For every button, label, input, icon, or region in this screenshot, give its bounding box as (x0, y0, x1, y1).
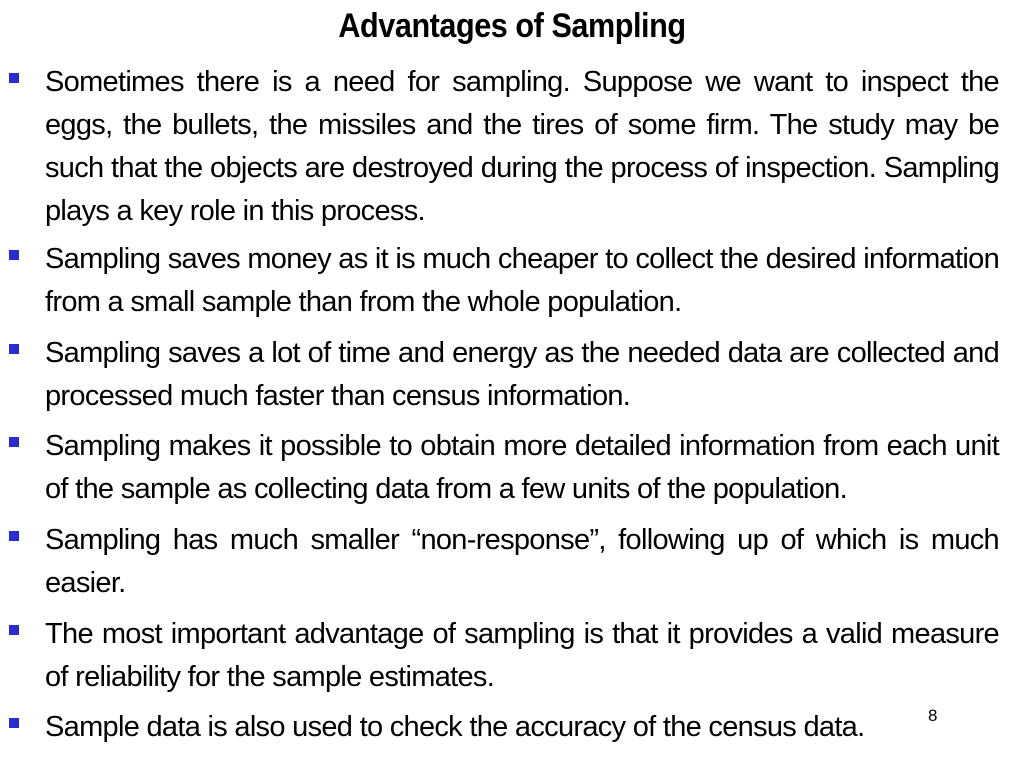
square-bullet-icon (9, 531, 19, 541)
slide-title: Advantages of Sampling (338, 7, 686, 45)
square-bullet-icon (9, 344, 19, 354)
bullet-text: Sampling saves money as it is much cheaper to collect the desired information from a small sample than from the whole population. (45, 243, 999, 318)
bullet-text: The most important advantage of sampling is that it provides a valid measure of reliability for the sample estimates. (45, 618, 999, 693)
square-bullet-icon (9, 73, 19, 83)
square-bullet-icon (9, 625, 19, 635)
bullet-text: Sample data is also used to check the accuracy of the census data. (45, 711, 865, 743)
page-number: 8 (928, 706, 938, 725)
bullet-text: Sampling makes it possible to obtain more detailed information from each unit of the sample as collecting data from a few units of the population. (45, 430, 999, 505)
bullet-text: Sampling has much smaller “non-response”, following up of which is much easier. (45, 524, 999, 599)
square-bullet-icon (9, 250, 19, 260)
bullet-text: Sampling saves a lot of time and energy as the needed data are collected and processed much faster than census information. (45, 337, 999, 412)
square-bullet-icon (9, 437, 19, 447)
bullet-text: Sometimes there is a need for sampling. Suppose we want to inspect the eggs, the bullets, the missiles and the tires of some firm. The study may be such that the objects are destroyed during the process of inspection. Sampling plays a key role in this process. (45, 66, 999, 227)
square-bullet-icon (9, 718, 19, 728)
